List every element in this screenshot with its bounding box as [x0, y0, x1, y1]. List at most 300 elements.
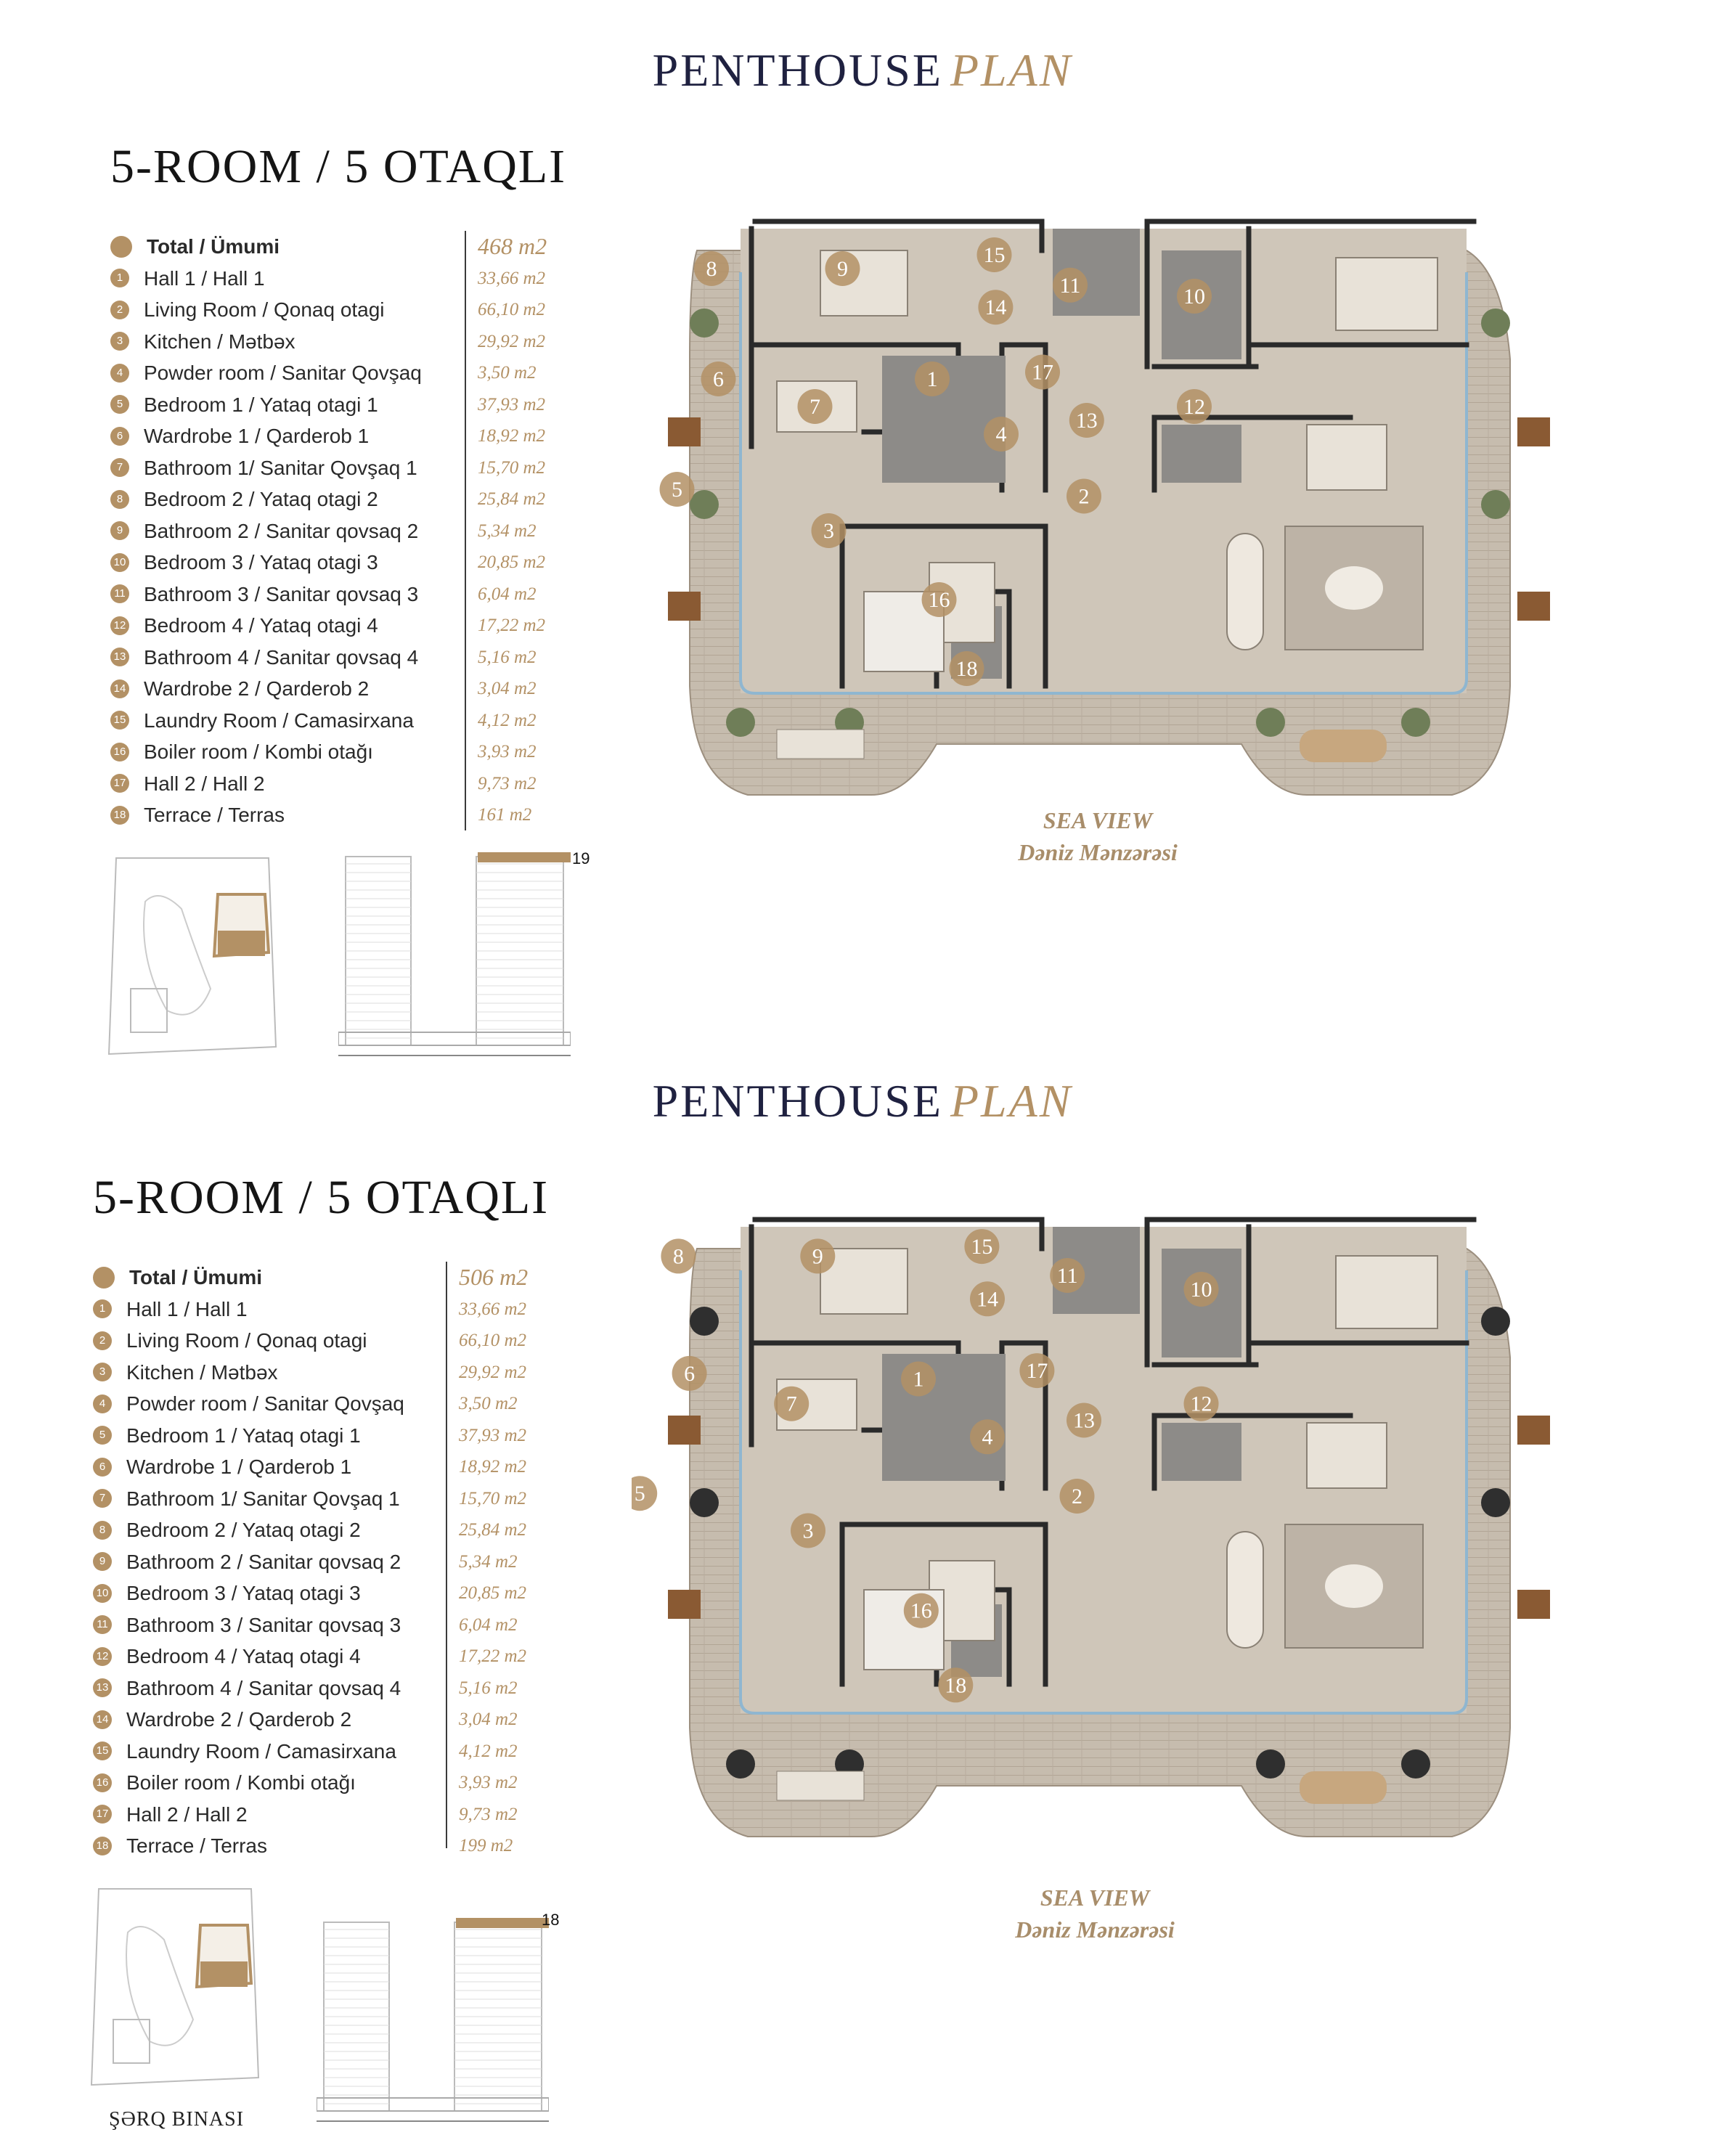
room-label: Bathroom 4 / Sanitar qovsaq 4 [144, 645, 419, 669]
room-marker-number: 9 [837, 257, 848, 281]
room-area: 4,12 m2 [478, 710, 537, 730]
room-row [93, 1483, 527, 1515]
site-map-drawing [84, 1882, 266, 2092]
room-row [93, 1420, 527, 1452]
room-marker [672, 1356, 707, 1391]
room-marker [1184, 1272, 1219, 1307]
side-table [668, 417, 701, 446]
room-label: Bedroom 1 / Yataq otagi 1 [144, 393, 378, 416]
room-row [93, 1799, 518, 1831]
planter [1256, 708, 1285, 737]
room-row [93, 1577, 527, 1609]
room-marker [701, 362, 736, 396]
room-marker [660, 472, 695, 507]
room-number-badge: 5 [93, 1426, 112, 1445]
room-marker-number: 4 [982, 1425, 993, 1450]
podium [317, 2098, 549, 2111]
other-building [113, 2020, 150, 2063]
room-row [110, 326, 546, 358]
room-row [93, 1546, 518, 1578]
room-area: 25,84 m2 [478, 489, 546, 509]
room-area: 5,34 m2 [478, 520, 537, 541]
sea-view-label [950, 1882, 1240, 1945]
room-area-list [110, 231, 547, 830]
total-row [93, 1262, 529, 1294]
room-marker-number: 1 [926, 367, 938, 391]
room-row [110, 768, 537, 800]
room-area: 3,04 m2 [478, 679, 537, 698]
room-row [93, 1357, 527, 1389]
room-number-badge: 7 [93, 1489, 112, 1508]
room-label: Laundry Room / Camasirxana [126, 1739, 396, 1763]
room-label: Bathroom 2 / Sanitar qovsaq 2 [144, 519, 419, 542]
building-name: ŞƏRQ BINASI [109, 2108, 245, 2131]
planter [690, 490, 719, 519]
room-number-badge: 4 [93, 1395, 112, 1413]
room-number-badge: 12 [110, 616, 129, 635]
planter [1401, 708, 1430, 737]
room-row [110, 799, 532, 831]
room-label: Bedroom 2 / Yataq otagi 2 [126, 1519, 361, 1541]
highlighted-floor [478, 852, 571, 862]
room-area: 3,93 m2 [459, 1773, 518, 1792]
room-number-badge: 17 [93, 1805, 112, 1824]
room-area: 17,22 m2 [459, 1646, 527, 1666]
room-number-badge: 17 [110, 774, 129, 793]
floor-plan-drawing [632, 1183, 1575, 1880]
room-marker [661, 1238, 696, 1273]
room-row [93, 1325, 527, 1357]
room-label: Wardrobe 2 / Qarderob 2 [144, 677, 370, 700]
room-label: Boiler room / Kombi otağı [144, 740, 373, 763]
lounge-sofa [777, 730, 864, 759]
room-area: 4,12 m2 [459, 1741, 518, 1761]
room-number-badge: 7 [110, 458, 129, 477]
total-dot-icon [110, 236, 132, 258]
room-marker-number: 15 [983, 243, 1006, 267]
room-row [93, 1673, 518, 1704]
room-row [110, 420, 546, 452]
room-label: Bedroom 1 / Yataq otagi 1 [126, 1424, 361, 1447]
floor-plan-drawing [632, 185, 1575, 838]
room-number-badge: 2 [110, 301, 129, 319]
room-label: Bathroom 1/ Sanitar Qovşaq 1 [144, 456, 417, 479]
room-marker [984, 417, 1019, 452]
sea-view-az: Dəniz Mənzərəsi [1018, 839, 1178, 865]
room-label: Hall 2 / Hall 2 [144, 772, 265, 795]
total-dot-icon [93, 1267, 115, 1289]
room-area: 29,92 m2 [459, 1362, 527, 1382]
room-label: Laundry Room / Camasirxana [144, 709, 414, 732]
side-table [1517, 1590, 1550, 1619]
total-label: Total / Ümumi [129, 1266, 263, 1289]
bed [1336, 1256, 1438, 1328]
room-area: 66,10 m2 [478, 300, 546, 319]
room-marker [904, 1593, 939, 1628]
room-row [93, 1830, 513, 1862]
room-row [110, 642, 537, 674]
room-area: 37,93 m2 [478, 394, 546, 415]
room-marker-number: 10 [1183, 285, 1205, 309]
room-area: 37,93 m2 [459, 1425, 527, 1445]
title-accent: PLAN [950, 1075, 1073, 1127]
room-area: 5,34 m2 [459, 1551, 518, 1572]
room-number-badge: 6 [93, 1458, 112, 1477]
room-label: Terrace / Terras [144, 804, 285, 826]
highlighted-unit [218, 931, 265, 956]
room-number-badge: 15 [110, 711, 129, 730]
room-area: 17,22 m2 [478, 616, 546, 635]
highlighted-unit [200, 1961, 248, 1987]
room-marker [970, 1419, 1005, 1454]
room-number-badge: 18 [93, 1837, 112, 1855]
room-marker [798, 389, 833, 424]
room-label: Bathroom 4 / Sanitar qovsaq 4 [126, 1676, 401, 1699]
room-marker [977, 237, 1012, 272]
room-marker-number: 16 [928, 588, 950, 612]
tiled-floor [882, 1354, 1006, 1481]
room-marker-number: 11 [1059, 273, 1081, 298]
planter [690, 309, 719, 338]
room-number-badge: 2 [93, 1331, 112, 1350]
site-map-drawing [102, 851, 283, 1061]
bed [1307, 1423, 1387, 1488]
room-label: Bedroom 2 / Yataq otagi 2 [144, 488, 378, 510]
room-marker-number: 11 [1056, 1264, 1078, 1288]
planter [1481, 1488, 1510, 1517]
dining-table [1227, 534, 1263, 650]
room-number-badge: 1 [93, 1299, 112, 1318]
room-marker-number: 3 [802, 1519, 814, 1543]
room-marker [938, 1667, 973, 1702]
room-marker-number: 13 [1073, 1408, 1095, 1433]
planter [1481, 490, 1510, 519]
room-label: Hall 1 / Hall 1 [126, 1297, 248, 1320]
site-map [102, 851, 283, 1065]
room-marker [901, 1362, 936, 1397]
room-row [110, 483, 546, 515]
room-number-badge: 11 [93, 1615, 112, 1634]
room-marker [774, 1387, 809, 1421]
room-label: Kitchen / Mətbəx [144, 330, 295, 353]
site-map [84, 1882, 266, 2096]
room-marker [825, 251, 860, 286]
room-label: Powder room / Sanitar Qovşaq [126, 1392, 404, 1415]
elevation-drawing [338, 842, 571, 1060]
room-label: Hall 2 / Hall 2 [126, 1802, 248, 1826]
room-area: 18,92 m2 [459, 1457, 527, 1477]
room-label: Powder room / Sanitar Qovşaq [144, 362, 422, 384]
room-marker-number: 16 [910, 1598, 932, 1623]
room-marker-number: 8 [706, 257, 717, 281]
room-marker-number: 17 [1032, 360, 1053, 385]
sea-view-az: Dəniz Mənzərəsi [1015, 1916, 1175, 1943]
page-title [0, 44, 1725, 97]
room-marker-number: 2 [1078, 484, 1090, 509]
room-marker [1177, 279, 1212, 314]
room-area: 20,85 m2 [459, 1583, 527, 1603]
room-marker [1177, 389, 1212, 424]
page-title [0, 1074, 1725, 1128]
room-row [110, 547, 546, 579]
planter [1256, 1749, 1285, 1779]
room-row [110, 294, 546, 326]
room-number-badge: 4 [110, 364, 129, 383]
room-area: 5,16 m2 [459, 1678, 518, 1698]
room-marker [791, 1514, 825, 1548]
room-label: Wardrobe 1 / Qarderob 1 [144, 425, 370, 447]
room-row [93, 1294, 527, 1326]
room-area: 33,66 m2 [478, 268, 546, 288]
room-label: Terrace / Terras [126, 1834, 267, 1857]
room-area: 18,92 m2 [478, 426, 546, 446]
room-label: Wardrobe 2 / Qarderob 2 [126, 1708, 352, 1731]
room-label: Bedroom 4 / Yataq otagi 4 [126, 1645, 361, 1667]
room-marker [1067, 479, 1101, 514]
floor-plan [632, 1183, 1575, 1880]
room-marker-number: 13 [1075, 409, 1098, 433]
coffee-table [1325, 566, 1383, 610]
side-table [1517, 417, 1550, 446]
pool-outline [144, 896, 211, 1015]
room-area: 6,04 m2 [478, 584, 537, 604]
room-marker [1025, 355, 1060, 390]
room-row [93, 1736, 518, 1768]
room-marker-number: 6 [713, 367, 724, 391]
room-row [110, 263, 546, 295]
side-table [1517, 592, 1550, 621]
floor-plan [632, 185, 1575, 838]
room-label: Boiler room / Kombi otağı [126, 1771, 356, 1794]
room-number-badge: 13 [110, 648, 129, 666]
room-number-badge: 9 [110, 521, 129, 540]
total-area: 506 m2 [459, 1264, 529, 1290]
tiled-floor [1162, 425, 1241, 483]
room-label: Bedroom 3 / Yataq otagi 3 [126, 1582, 361, 1604]
room-area: 161 m2 [478, 805, 532, 825]
room-marker [950, 651, 984, 686]
room-area: 66,10 m2 [459, 1331, 527, 1350]
room-row [110, 705, 537, 737]
planter [726, 708, 755, 737]
tower-right [454, 1922, 542, 2111]
room-number-badge: 10 [93, 1584, 112, 1603]
room-marker [1053, 268, 1088, 303]
other-building [131, 989, 167, 1032]
room-label: Bathroom 3 / Sanitar qovsaq 3 [126, 1613, 401, 1636]
lounge-sofa [777, 1771, 864, 1800]
bed [1336, 258, 1438, 330]
room-marker-number: 15 [971, 1235, 993, 1259]
room-area: 3,50 m2 [459, 1394, 518, 1413]
terrace-dining-table [1300, 730, 1387, 762]
title-accent: PLAN [950, 44, 1073, 96]
room-area: 33,66 m2 [459, 1299, 527, 1319]
planter [726, 1749, 755, 1779]
total-area: 468 m2 [478, 233, 547, 259]
room-marker [812, 513, 847, 548]
planter [690, 1307, 719, 1336]
room-area-list [93, 1262, 529, 1857]
sea-view-en: SEA VIEW [1040, 1885, 1150, 1911]
title-main: PENTHOUSE [652, 1075, 943, 1127]
room-row [93, 1451, 527, 1483]
room-marker-number: 3 [823, 519, 834, 543]
tower-right [476, 857, 563, 1045]
building-elevation [317, 1908, 549, 2129]
planter [1401, 1749, 1430, 1779]
sea-view-en: SEA VIEW [1043, 807, 1153, 833]
total-label: Total / Ümumi [147, 235, 280, 258]
room-area: 199 m2 [459, 1836, 513, 1855]
room-marker [800, 1238, 835, 1273]
room-number-badge: 6 [110, 427, 129, 446]
room-marker-number: 4 [995, 422, 1007, 446]
tower-left [324, 1922, 389, 2111]
room-marker-number: 2 [1072, 1485, 1082, 1508]
room-number-badge: 9 [93, 1552, 112, 1571]
room-marker-number: 8 [672, 1244, 684, 1269]
room-row [93, 1514, 527, 1546]
room-marker-number: 14 [984, 295, 1007, 320]
room-number-badge: 14 [93, 1710, 112, 1729]
room-row [93, 1641, 527, 1673]
pool-outline [126, 1927, 193, 2046]
room-marker-number: 18 [945, 1673, 967, 1698]
room-number-badge: 10 [110, 553, 129, 572]
room-number-badge: 13 [93, 1678, 112, 1697]
room-label: Wardrobe 1 / Qarderob 1 [126, 1455, 352, 1478]
room-area: 29,92 m2 [478, 331, 546, 351]
planter [1481, 1307, 1510, 1336]
side-table [1517, 1416, 1550, 1445]
room-area: 20,85 m2 [478, 552, 546, 572]
room-marker-number: 12 [1190, 1392, 1212, 1416]
building-elevation [338, 842, 571, 1063]
room-marker-number: 7 [810, 395, 820, 419]
room-row [110, 673, 537, 705]
room-number-badge: 14 [110, 679, 129, 698]
room-area: 15,70 m2 [478, 457, 546, 478]
room-label: Bedroom 4 / Yataq otagi 4 [144, 614, 378, 637]
room-area: 9,73 m2 [459, 1804, 518, 1824]
room-marker-number: 9 [812, 1244, 823, 1269]
room-row [93, 1704, 518, 1736]
room-marker [978, 290, 1013, 324]
room-number-badge: 15 [93, 1741, 112, 1760]
room-row [110, 579, 537, 611]
terrace-dining-table [1300, 1771, 1387, 1804]
room-number-badge: 11 [110, 584, 129, 603]
room-marker [970, 1281, 1005, 1316]
room-row [110, 389, 546, 421]
room-marker [1060, 1479, 1095, 1514]
room-area: 5,16 m2 [478, 647, 537, 667]
sea-view-label [953, 804, 1243, 868]
room-marker-number: 12 [1183, 395, 1205, 419]
total-row [110, 231, 547, 263]
planter [1481, 309, 1510, 338]
highlighted-floor [456, 1918, 549, 1928]
room-label: Bathroom 1/ Sanitar Qovşaq 1 [126, 1487, 400, 1510]
room-heading: 5-ROOM / 5 OTAQLI [93, 1171, 550, 1224]
room-number-badge: 16 [93, 1773, 112, 1792]
room-marker-number: 18 [955, 657, 978, 681]
room-number-badge: 5 [110, 395, 129, 414]
room-number-badge: 1 [110, 269, 129, 287]
side-table [668, 1590, 701, 1619]
room-marker-number: 7 [786, 1392, 797, 1416]
room-number-badge: 12 [93, 1647, 112, 1666]
room-area: 3,50 m2 [478, 363, 537, 383]
floor-number: 19 [572, 849, 590, 867]
room-label: Hall 1 / Hall 1 [144, 266, 265, 290]
room-area: 6,04 m2 [459, 1614, 518, 1635]
room-marker [1067, 1403, 1101, 1438]
room-area: 3,04 m2 [459, 1710, 518, 1729]
room-marker-number: 1 [913, 1367, 924, 1392]
room-marker [694, 251, 729, 286]
room-marker [1069, 403, 1104, 438]
tower-left [346, 857, 411, 1045]
room-marker [1019, 1353, 1054, 1388]
room-area: 15,70 m2 [459, 1488, 527, 1508]
room-row [110, 515, 537, 547]
room-marker [915, 362, 950, 396]
room-area: 3,93 m2 [478, 742, 537, 761]
coffee-table [1325, 1564, 1383, 1608]
room-label: Bathroom 3 / Sanitar qovsaq 3 [144, 582, 419, 605]
floor-number: 18 [542, 1911, 560, 1929]
room-marker-number: 14 [976, 1287, 998, 1312]
room-row [93, 1767, 518, 1799]
room-row [110, 610, 546, 642]
room-row [93, 1388, 518, 1420]
room-area: 25,84 m2 [459, 1520, 527, 1540]
side-table [668, 1416, 701, 1445]
room-number-badge: 3 [93, 1363, 112, 1381]
room-marker [632, 1476, 657, 1511]
room-marker-number: 17 [1026, 1359, 1048, 1384]
room-heading: 5-ROOM / 5 OTAQLI [110, 140, 567, 193]
room-row [110, 357, 537, 389]
room-number-badge: 8 [110, 490, 129, 509]
elevation-drawing [317, 1908, 549, 2126]
room-marker-number: 10 [1190, 1278, 1212, 1302]
room-marker [964, 1229, 999, 1264]
room-marker-number: 5 [634, 1482, 645, 1506]
title-main: PENTHOUSE [652, 44, 943, 96]
dining-table [1227, 1532, 1263, 1648]
room-label: Kitchen / Mətbəx [126, 1360, 278, 1384]
planter [690, 1488, 719, 1517]
room-number-badge: 3 [110, 332, 129, 351]
room-row [110, 736, 537, 768]
side-table [668, 592, 701, 621]
room-row [110, 452, 546, 484]
room-marker-number: 5 [672, 478, 682, 502]
room-label: Bedroom 3 / Yataq otagi 3 [144, 551, 378, 573]
room-number-badge: 16 [110, 743, 129, 761]
room-label: Living Room / Qonaq otagi [126, 1329, 367, 1352]
room-marker [1050, 1258, 1085, 1293]
room-marker-number: 6 [684, 1361, 696, 1386]
room-area: 9,73 m2 [478, 773, 537, 793]
room-marker [1184, 1387, 1219, 1421]
tiled-floor [1162, 1423, 1241, 1481]
room-marker [922, 582, 957, 617]
room-label: Bathroom 2 / Sanitar qovsaq 2 [126, 1550, 401, 1573]
